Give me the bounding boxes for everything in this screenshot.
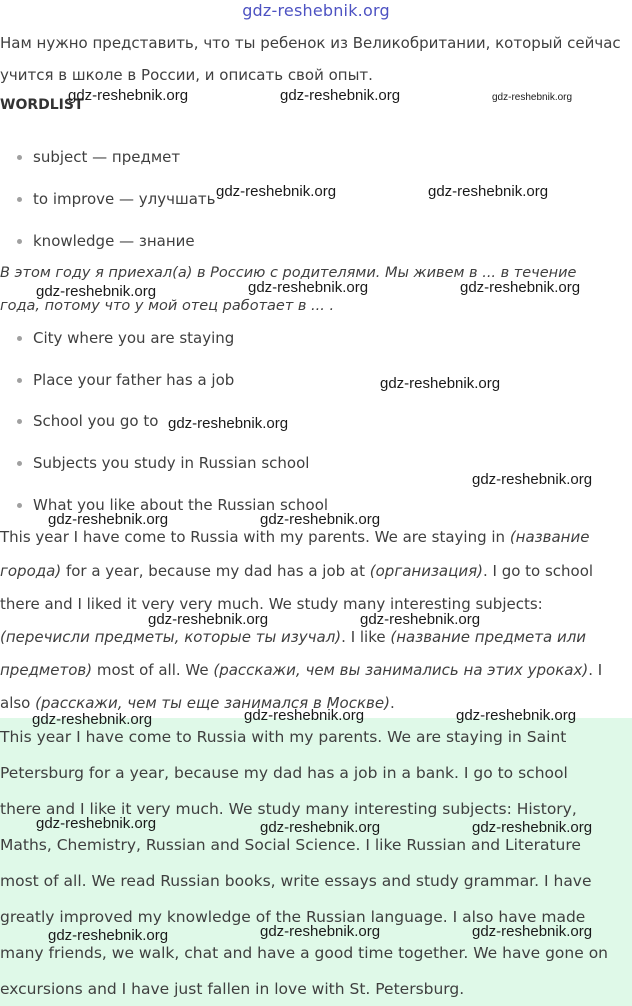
- template-text: .: [389, 694, 395, 712]
- template-text: also: [0, 694, 36, 712]
- site-title[interactable]: gdz-reshebnik.org: [242, 1, 390, 20]
- watermark: gdz-reshebnik.org: [492, 92, 573, 103]
- watermark: gdz-reshebnik.org: [216, 183, 337, 200]
- template-line: [0, 628, 632, 646]
- template-line: [0, 528, 632, 546]
- template-placeholder: (организация): [369, 562, 483, 580]
- bullet-icon: [17, 378, 22, 383]
- template-line: [0, 661, 632, 679]
- template-text: there and I liked it very very much. We study many interesting subjects:: [0, 595, 543, 613]
- watermark: gdz-reshebnik.org: [380, 375, 501, 392]
- list-item-text: to improve — улучшать: [33, 190, 216, 208]
- watermark: gdz-reshebnik.org: [36, 815, 157, 832]
- template-text: for a year, because my dad has a job at: [61, 562, 370, 580]
- bullet-icon: [17, 155, 22, 160]
- prompt-line-2: года, потому что у мой отец работает в ... .: [0, 298, 335, 314]
- watermark: gdz-reshebnik.org: [248, 279, 369, 296]
- template-text: . I go to school: [482, 562, 594, 580]
- answer-line: Petersburg for a year, because my dad has a job in a bank. I go to school: [0, 764, 568, 782]
- template-text: This year I have come to Russia with my parents. We are staying in: [0, 528, 510, 546]
- watermark: gdz-reshebnik.org: [472, 923, 593, 940]
- watermark: gdz-reshebnik.org: [260, 511, 381, 528]
- bullet-icon: [17, 336, 22, 341]
- intro-line-2: учится в школе в России, и описать свой опыт.: [0, 66, 373, 84]
- template-placeholder: (расскажи, чем вы занимались на этих уроках): [213, 661, 589, 679]
- bullet-icon: [17, 461, 22, 466]
- list-item-text: Place your father has a job: [33, 371, 235, 389]
- template-placeholder: города): [0, 562, 62, 580]
- list-item-text: Subjects you study in Russian school: [33, 454, 310, 472]
- answer-line: This year I have come to Russia with my parents. We are staying in Saint: [0, 728, 567, 746]
- template-placeholder: предметов): [0, 661, 93, 679]
- watermark: gdz-reshebnik.org: [460, 279, 581, 296]
- answer-line: many friends, we walk, chat and have a good time together. We have gone on: [0, 944, 609, 962]
- bullet-icon: [17, 197, 22, 202]
- template-placeholder: (название предмета или: [390, 628, 587, 646]
- watermark: gdz-reshebnik.org: [168, 415, 289, 432]
- list-item-text: City where you are staying: [33, 329, 235, 347]
- watermark: gdz-reshebnik.org: [260, 923, 381, 940]
- list-item-text: subject — предмет: [33, 148, 181, 166]
- bullet-icon: [17, 239, 22, 244]
- answer-line: most of all. We read Russian books, write essays and study grammar. I have: [0, 872, 592, 890]
- intro-line-1: Нам нужно представить, что ты ребенок из Великобритании, который сейчас: [0, 34, 621, 52]
- bullet-icon: [17, 503, 22, 508]
- template-placeholder: (перечисли предметы, которые ты изучал): [0, 628, 342, 646]
- watermark: gdz-reshebnik.org: [456, 707, 577, 724]
- watermark: gdz-reshebnik.org: [36, 283, 157, 300]
- answer-line: there and I like it very much. We study many interesting subjects: History,: [0, 800, 577, 818]
- answer-line: excursions and I have just fallen in love with St. Petersburg.: [0, 980, 465, 998]
- watermark: gdz-reshebnik.org: [48, 511, 169, 528]
- template-text: . I like: [341, 628, 391, 646]
- watermark: gdz-reshebnik.org: [148, 611, 269, 628]
- bullet-icon: [17, 419, 22, 424]
- list-item-text: School you go to: [33, 412, 159, 430]
- watermark: gdz-reshebnik.org: [472, 819, 593, 836]
- list-item-text: What you like about the Russian school: [33, 496, 329, 514]
- watermark: gdz-reshebnik.org: [472, 471, 593, 488]
- template-text: . I: [588, 661, 603, 679]
- answer-line: greatly improved my knowledge of the Russian language. I also have made: [0, 908, 586, 926]
- watermark: gdz-reshebnik.org: [68, 87, 189, 104]
- template-placeholder: (название: [509, 528, 590, 546]
- watermark: gdz-reshebnik.org: [244, 707, 365, 724]
- watermark: gdz-reshebnik.org: [360, 611, 481, 628]
- watermark: gdz-reshebnik.org: [48, 927, 169, 944]
- answer-box: [0, 718, 632, 1006]
- answer-line: Maths, Chemistry, Russian and Social Science. I like Russian and Literature: [0, 836, 581, 854]
- list-item-text: knowledge — знание: [33, 232, 195, 250]
- watermark: gdz-reshebnik.org: [260, 819, 381, 836]
- watermark: gdz-reshebnik.org: [32, 711, 153, 728]
- prompt-line-1: В этом году я приехал(а) в Россию с родителями. Мы живем в ... в течение: [0, 265, 577, 281]
- watermark: gdz-reshebnik.org: [428, 183, 549, 200]
- watermark: gdz-reshebnik.org: [280, 87, 401, 104]
- wordlist-heading: WORDLIST: [0, 97, 84, 113]
- template-line: [0, 562, 632, 580]
- template-placeholder: (расскажи, чем ты еще занимался в Москве): [35, 694, 390, 712]
- template-line: [0, 595, 632, 613]
- template-text: most of all. We: [92, 661, 214, 679]
